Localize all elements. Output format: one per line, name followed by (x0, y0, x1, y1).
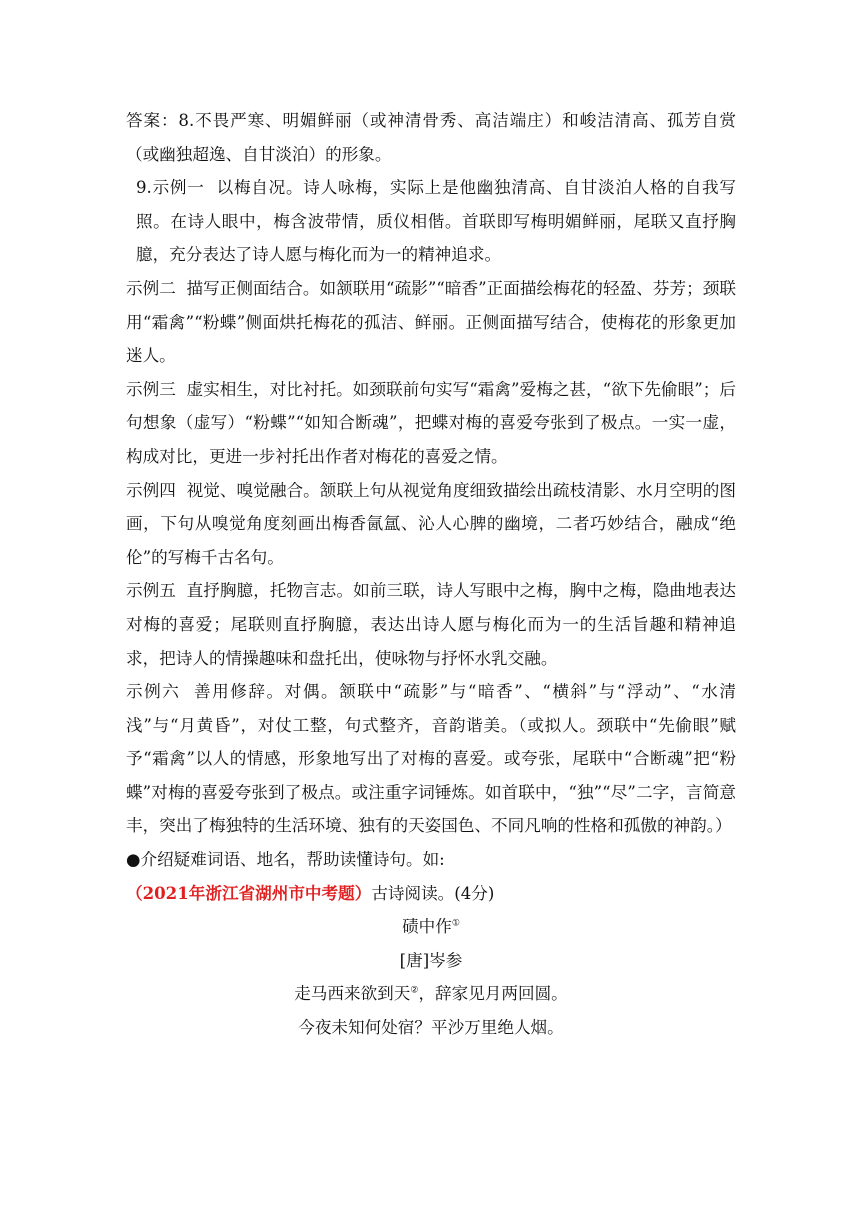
poem-title-text: 碛中作 (402, 917, 452, 937)
poem-line-1-b: ，辞家见月两回圆。 (418, 984, 568, 1004)
source-line (126, 877, 736, 911)
source-tag: （2021年浙江省湖州市中考题） (126, 882, 372, 903)
poem-author: [唐]岑参 (399, 950, 463, 970)
poem-line-1-note: ② (410, 985, 419, 996)
poem-title-note: ① (451, 918, 460, 929)
poem-line-2: 今夜未知何处宿？平沙万里绝人烟。 (298, 1018, 564, 1038)
example-2-paragraph: 示例二 描写正侧面结合。如颔联用“疏影”“暗香”正面描绘梅花的轻盈、芬芳；颈联用“霜禽”“粉蝶”侧面烘托梅花的孤洁、鲜丽。正侧面描写结合，使梅花的形象更加迷人。 (126, 278, 736, 366)
poem-title (126, 910, 736, 944)
example-3-paragraph: 示例三 虚实相生，对比衬托。如颈联前句实写“霜禽”爱梅之甚，“欲下先偷眼”；后句想象（虚写）“粉蝶”“如知合断魂”，把蝶对梅的喜爱夸张到了极点。一实一虚，构成对比，更进一步衬托出作者对梅花的喜爱之情。 (126, 379, 736, 466)
poem-line-1 (126, 977, 736, 1011)
example-5-paragraph: 示例五 直抒胸臆，托物言志。如前三联，诗人写眼中之梅，胸中之梅，隐曲地表达对梅的喜爱；尾联则直抒胸臆，表达出诗人愿与梅化而为一的生活旨趣和精神追求，把诗人的情操趣味和盘托出，使咏物与抒怀水乳交融。 (126, 581, 736, 668)
example-6-paragraph: 示例六 善用修辞。对偶。颔联中“疏影”与“暗香”、“横斜”与“浮动”、“水清浅”与“月黄昏”，对仗工整，句式整齐，音韵谐美。（或拟人。颈联中“先偷眼”赋予“霜禽”以人的情感，形象地写出了对梅的喜爱。或夸张，尾联中“合断魂”把“粉蝶”对梅的喜爱夸张到了极点。或注重字词锤炼。如首联中，“独”“尽”二字，言简意丰，突出了梅独特的生活环境、独有的天姿国色、不同凡响的性格和孤傲的神韵。） (126, 682, 736, 836)
document-body (126, 104, 736, 1045)
poem-line-1-a: 走马西来欲到天 (294, 984, 411, 1004)
source-text: 古诗阅读。(4分) (371, 883, 495, 903)
example-4-paragraph: 示例四 视觉、嗅觉融合。颔联上句从视觉角度细致描绘出疏枝清影、水月空明的图画，下句从嗅觉角度刻画出梅香氤氲、沁人心脾的幽境，二者巧妙结合，融成“绝伦”的写梅千古名句。 (126, 480, 736, 567)
intro-bullet-line: ●介绍疑难词语、地名，帮助读懂诗句。如: (126, 850, 445, 870)
answer-paragraph: 答案：8.不畏严寒、明媚鲜丽（或神清骨秀、高洁端庄）和峻洁清高、孤芳自赏（或幽独超逸、自甘淡泊）的形象。 (126, 111, 736, 164)
example-1-paragraph: 9.示例一 以梅自况。诗人咏梅，实际上是他幽独清高、自甘淡泊人格的自我写照。在诗人眼中，梅含波带情，质仪相偕。首联即写梅明媚鲜丽，尾联又直抒胸臆，充分表达了诗人愿与梅化而为一的精神追求。 (136, 178, 736, 265)
